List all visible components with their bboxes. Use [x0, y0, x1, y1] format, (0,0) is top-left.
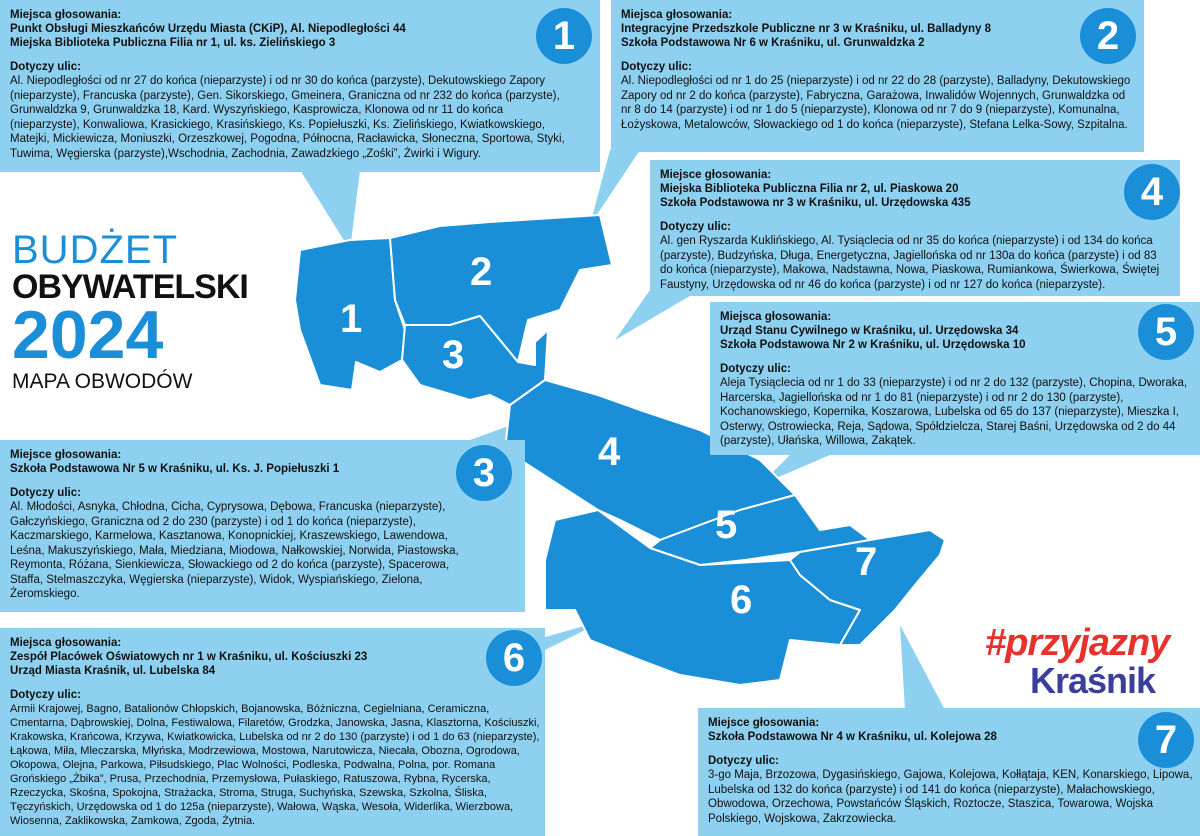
- box-streets-label: Dotyczy ulic:: [660, 221, 731, 233]
- box-streets: Al. Niepodległości od nr 27 do końca (nieparzyste) i od nr 30 do końca (parzyste), Dekutowskiego Zapory (nieparzyste), Francuska (parzyste), Gen. Sikorskiego, Gmeinera, Graniczna od nr 232 do końca (parzyste), Grunwaldzka 9, Grunwaldzka 18, Kard. Wyszyńskiego, Kasprowicza, Klonowa od nr 11 do końca (nieparzyste), Konwaliowa, Krasickiego, Krasińskiego, Ks. Popiełuszki, Ks. Zielińskiego, Kwiatkowskiego, Matejki, Mickiewicza, Moniuszki, Orzeszkowej, Pogodna, Północna, Racławicka, Słoneczna, Sportowa, Styki, Tuwima, Węgierska (parzyste),Wschodnia, Zachodnia, Zawadzkiego „Zośki”, Żwirki i Wigury.: [10, 75, 565, 160]
- district-info-box-1: [0, 0, 600, 172]
- logo-hashtag: #przyjazny: [985, 622, 1170, 664]
- box-streets: Al. Niepodległości od nr 1 do 25 (nieparzyste) i od nr 22 do 28 (parzyste), Balladyny, Dekutowskiego Zapory od nr 2 do końca (parzyste), Fabryczna, Garażowa, Inwalidów Wojennych, Grunwaldzka od nr 8 do 14 (parzyste) i od nr 1 do 5 (nieparzyste), Klonowa od nr 7 do 9 (nieparzyste), Komunalna, Łożyskowa, Metalowców, Słowackiego od 1 do końca (nieparzyste), Stefana Lelka-Sowy, Szpitalna.: [621, 75, 1131, 131]
- title-subtitle: MAPA OBWODÓW: [12, 370, 193, 393]
- box-place: Szkoła Podstawowa nr 3 w Kraśniku, ul. Urzędowska 435: [660, 197, 971, 209]
- pointer-box-7: [900, 625, 945, 710]
- district-info-box-3: [0, 440, 525, 612]
- box-heading: Miejsce głosowania:: [660, 169, 772, 181]
- district-badge-4: 4: [1124, 164, 1180, 220]
- box-place: Szkoła Podstawowa Nr 2 w Kraśniku, ul. Urzędowska 10: [720, 339, 1026, 351]
- district-label-2: 2: [470, 250, 493, 294]
- district-info-box-4: [650, 160, 1180, 296]
- district-info-box-7: [698, 708, 1200, 836]
- box-place: Miejska Biblioteka Publiczna Filia nr 1, ul. ks. Zielińskiego 3: [10, 37, 336, 49]
- district-badge-1: 1: [536, 8, 592, 64]
- district-badge-6: 6: [486, 630, 542, 686]
- box-streets: Al. gen Ryszarda Kuklińskiego, Al. Tysiąclecia od nr 35 do końca (nieparzyste) i od 134 do końca (parzyste), Budzyńska, Długa, Energetyczna, Jagiellońska od nr 130a do końca (parzyste) i od 83 do końca (nieparzyste), Makowa, Nadstawna, Nowa, Piaskowa, Rumiankowa, Świerkowa, Świętej Faustyny, Urzędowska od nr 46 do końca (parzyste) i od nr 127 do końca (nieparzyste).: [660, 235, 1160, 291]
- box-place: Urząd Stanu Cywilnego w Kraśniku, ul. Urzędowska 34: [720, 325, 1019, 337]
- box-heading: Miejsca głosowania:: [720, 311, 832, 323]
- box-streets-label: Dotyczy ulic:: [10, 487, 81, 499]
- box-streets-label: Dotyczy ulic:: [10, 689, 81, 701]
- district-badge-5: 5: [1138, 304, 1194, 360]
- logo-city: Kraśnik: [1030, 660, 1156, 701]
- box-heading: Miejsca głosowania:: [10, 9, 122, 21]
- box-streets-label: Dotyczy ulic:: [10, 61, 81, 73]
- box-streets-label: Dotyczy ulic:: [621, 61, 692, 73]
- district-label-6: 6: [730, 578, 753, 622]
- title-line-1: BUDŻET: [12, 228, 178, 272]
- box-place: Punkt Obsługi Mieszkańców Urzędu Miasta (CKiP), Al. Niepodległości 44: [10, 23, 406, 35]
- box-heading: Miejsce głosowania:: [708, 717, 820, 729]
- box-streets: Aleja Tysiąclecia od nr 1 do 33 (nieparzyste) i od nr 2 do 132 (parzyste), Chopina, Dworaka, Harcerska, Jagiellońska od nr 1 do 81 (nieparzyste) i od nr 2 do 130 (parzyste), Kochanowskiego, Kopernika, Koszarowa, Lubelska od 65 do 137 (nieparzyste), Mieszka I, Osterwy, Ostrowiecka, Reja, Sądowa, Spółdzielcza, Starej Baśni, Urzędowska od 2 do 44 (parzyste), Ułańska, Willowa, Zakątek.: [720, 377, 1188, 447]
- pointer-box-4: [615, 290, 700, 340]
- district-info-box-6: [0, 628, 545, 836]
- box-place: Integracyjne Przedszkole Publiczne nr 3 w Kraśniku, ul. Balladyny 8: [621, 23, 992, 35]
- box-heading: Miejsca głosowania:: [10, 637, 122, 649]
- district-label-5: 5: [715, 503, 738, 547]
- district-badge-3: 3: [456, 445, 512, 501]
- box-streets: 3-go Maja, Brzozowa, Dygasińskiego, Gajowa, Kolejowa, Kołłątaja, KEN, Konarskiego, Lipowa, Lubelska od 132 do końca (parzyste) i od 141 do końca (nieparzyste), Małachowskiego, Obwodowa, Orzechowa, Powstańców Śląskich, Roztocze, Staszica, Towarowa, Wojska Polskiego, Wojskowa, Zakrzowiecka.: [708, 769, 1193, 825]
- box-heading: Miejsca głosowania:: [621, 9, 733, 21]
- box-place: Szkoła Podstawowa Nr 6 w Kraśniku, ul. Grunwaldzka 2: [621, 37, 925, 49]
- box-heading: Miejsce głosowania:: [10, 449, 122, 461]
- district-info-box-5: [710, 302, 1200, 455]
- district-label-3: 3: [442, 333, 465, 377]
- district-badge-7: 7: [1138, 712, 1194, 768]
- box-streets-label: Dotyczy ulic:: [720, 363, 791, 375]
- box-place: Miejska Biblioteka Publiczna Filia nr 2, ul. Piaskowa 20: [660, 183, 959, 195]
- box-place: Urząd Miasta Kraśnik, ul. Lubelska 84: [10, 665, 216, 677]
- box-streets: Al. Młodości, Asnyka, Chłodna, Cicha, Cyprysowa, Dębowa, Francuska (nieparzyste), Gałczyńskiego, Graniczna od 2 do 230 (parzyste) i od 1 do końca (nieparzyste), Kaczmarskiego, Karmelowa, Kasztanowa, Konopnickiej, Kraszewskiego, Lawendowa, Leśna, Makuszyńskiego, Mała, Miedziana, Miodowa, Nałkowskiej, Norwida, Piastowska, Reymonta, Różana, Sienkiewicza, Słowackiego od 2 do końca (parzyste), Spacerowa, Staffa, Stelmaszczyka, Węgierska (nieparzyste), Widok, Wyspiańskiego, Zielona, Żeromskiego.: [10, 501, 459, 600]
- district-label-1: 1: [340, 297, 363, 341]
- district-label-7: 7: [855, 540, 878, 584]
- pointer-box-1: [300, 170, 360, 250]
- box-streets: Armii Krajowej, Bagno, Batalionów Chłopskich, Bojanowska, Bóżniczna, Cegielniana, Ceramiczna, Cmentarna, Dąbrowskiej, Dolna, Festiwalowa, Filaretów, Grodzka, Janowska, Jasna, Klasztorna, Kościuszki, Krakowska, Krańcowa, Krzywa, Kwiatkowicka, Lubelska od nr 2 do 130 (parzyste) i od 1 do 63 (nieparzyste), Łąkowa, Miła, Mleczarska, Młyńska, Modrzewiowa, Mostowa, Narutowicza, Niecała, Obozna, Ogrodowa, Okopowa, Olejna, Parkowa, Piłsudskiego, Plac Wolności, Podleska, Podwalna, Polna, por. Romana Grońskiego „Żbika”, Prusa, Przechodnia, Przemysłowa, Pułaskiego, Ratuszowa, Rybna, Rycerska, Rzeczycka, Skośna, Spokojna, Strażacka, Stroma, Struga, Suchyńska, Szewska, Szkolna, Śliska, Tęczyńskich, Urzędowska od 1 do 125a (nieparzyste), Wałowa, Wąska, Wesoła, Widerlika, Wierzbowa, Wiosenna, Zaklikowska, Zamkowa, Zgoda, Żytnia.: [10, 703, 540, 827]
- box-place: Zespół Placówek Oświatowych nr 1 w Kraśniku, ul. Kościuszki 23: [10, 651, 368, 663]
- district-label-4: 4: [598, 430, 621, 474]
- district-badge-2: 2: [1080, 8, 1136, 64]
- title-year: 2024: [12, 297, 164, 373]
- box-place: Szkoła Podstawowa Nr 5 w Kraśniku, ul. Ks. J. Popiełuszki 1: [10, 463, 340, 475]
- box-streets-label: Dotyczy ulic:: [708, 755, 779, 767]
- title-line-2: OBYWATELSKI: [12, 268, 248, 306]
- district-info-box-2: [611, 0, 1144, 152]
- box-place: Szkoła Podstawowa Nr 4 w Kraśniku, ul. Kolejowa 28: [708, 731, 997, 743]
